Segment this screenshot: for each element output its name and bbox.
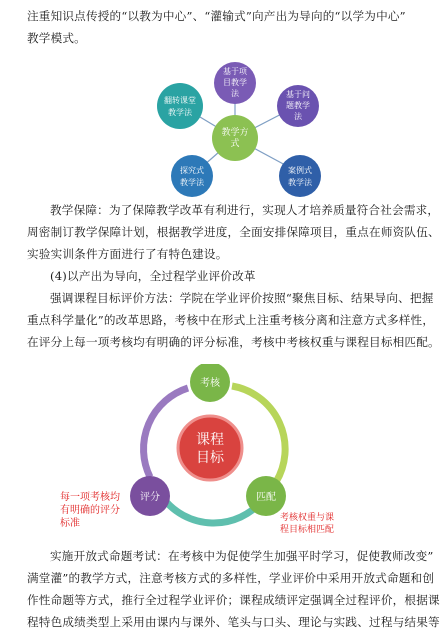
text-line: 满堂灌”的教学方式，注意考核方式的多样性，学业评价中采用开放式命题和创 bbox=[27, 571, 435, 585]
method-label: 案例式 bbox=[288, 166, 312, 175]
method-label: 基于问 bbox=[286, 90, 310, 99]
center-goal-label: 目标 bbox=[196, 450, 224, 466]
method-label: 法 bbox=[231, 89, 239, 98]
text-line: 实施开放式命题考试：在考核中为促使学生加强平时学习，促使教师改变” bbox=[50, 549, 434, 563]
text-line: 重点科学量化”的改革思路，考核中在形式上注重考核分离和注意方式多样性， bbox=[27, 313, 435, 327]
method-label: 教学法 bbox=[288, 178, 312, 187]
right-note: 考核权重与课 bbox=[280, 513, 335, 523]
method-label: 翻转课堂 bbox=[164, 96, 196, 105]
method-label: 教学法 bbox=[180, 178, 204, 187]
method-label: 题教学 bbox=[286, 101, 310, 110]
method-label: 目教学 bbox=[223, 78, 247, 87]
cycle-node-label: 考核 bbox=[200, 378, 220, 389]
left-note: 标准 bbox=[60, 518, 80, 529]
method-label: 法 bbox=[294, 112, 302, 121]
right-note: 程目标相匹配 bbox=[280, 525, 335, 535]
method-node-flipped bbox=[157, 83, 203, 129]
text-line: 教学模式。 bbox=[27, 31, 86, 45]
center-label: 教学方 bbox=[221, 128, 249, 138]
method-label: 基于项 bbox=[223, 67, 247, 76]
text-line: 注重知识点传授的“以教为中心”、“灌输式”向产出为导向的“以学为中心” bbox=[27, 9, 406, 23]
section-heading: (4)以产出为导向，全过程学业评价改革 bbox=[50, 269, 256, 283]
method-label: 探究式 bbox=[180, 166, 204, 175]
left-note: 每一项考核均 bbox=[60, 492, 120, 503]
cycle-node-label: 评分 bbox=[140, 492, 160, 503]
text-line: 教学保障：为了保障教学改革有利进行，实现人才培养质量符合社会需求， bbox=[50, 203, 440, 217]
method-node-inquiry bbox=[171, 155, 213, 197]
text-line: 作性命题等方式，推行全过程学业评价；课程成绩评定强调全过程评价，根据课 bbox=[27, 593, 440, 607]
cycle-node-label: 匹配 bbox=[256, 492, 276, 503]
text-line: 周密制订教学保障计划，根据教学进度，全面安排保障项目，重点在师资队伍、 bbox=[27, 225, 440, 239]
left-note: 有明确的评分 bbox=[60, 505, 120, 516]
center-node bbox=[212, 115, 258, 161]
text-line: 强调课程目标评价方法：学院在学业评价按照“聚焦目标、结果导向、把握 bbox=[50, 291, 434, 305]
center-label: 式 bbox=[230, 139, 240, 149]
text-line: 实验实训条件方面进行了有特色建设。 bbox=[27, 247, 228, 261]
method-label: 教学法 bbox=[168, 108, 192, 117]
text-line: 程特色成绩类型上采用由课内与课外、笔头与口头、理论与实践、过程与结果等 bbox=[27, 615, 440, 629]
assessment-cycle-diagram bbox=[0, 364, 440, 544]
center-goal-label: 课程 bbox=[196, 432, 224, 448]
text-line: 在评分上每一项考核均有明确的评分标准，考核中考核权重与课程目标相匹配。 bbox=[27, 335, 440, 349]
center-goal-node bbox=[178, 416, 242, 480]
method-node-case bbox=[279, 155, 321, 197]
